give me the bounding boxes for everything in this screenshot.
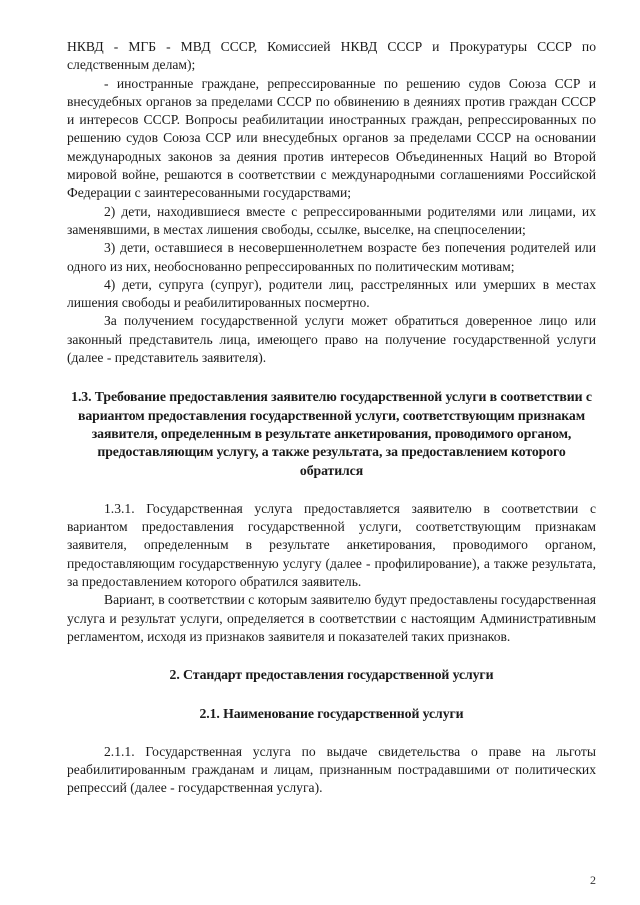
page-number: 2	[590, 873, 596, 887]
paragraph-variant: Вариант, в соответствии с которым заявителю будут предоставлены государственная услуга и результат услуги, определяется в соответствии с настоящим Административным регламентом, исходя из признаков заявителя и показателей таких признаков.	[67, 592, 596, 644]
paragraph-representative: За получением государственной услуги может обратиться доверенное лицо или законный представитель лица, имеющего право на получение государственной услуги (далее - представитель заявителя).	[67, 313, 596, 366]
paragraph-item-2: 2) дети, находившиеся вместе с репрессированными родителями или лицами, их заменявшими, в местах лишения свободы, ссылке, выселке, на спецпоселении;	[67, 203, 596, 237]
paragraph-continuation: НКВД - МГБ - МВД СССР, Комиссией НКВД СССР и Прокуратуры СССР по следственным делам);	[67, 39, 596, 73]
section-1-3-heading: 1.3. Требование предоставления заявителю государственной услуги в соответствии с вариантом предоставления государственной услуги, соответствующим признакам заявителя, определенным в результате анкетирования, проводимого органом, предоставляющим услугу, а также результата, за предоставлением которого обратился	[71, 389, 592, 478]
section-2-heading: 2. Стандарт предоставления государственной услуги	[169, 667, 494, 683]
paragraph-2-1-1: 2.1.1. Государственная услуга по выдаче свидетельства о праве на льготы реабилитированным гражданам и лицам, признанным пострадавшими от политических репрессий (далее - государственная услуга).	[67, 743, 596, 796]
paragraph-item-4: 4) дети, супруга (супруг), родители лиц, расстрелянных или умерших в местах лишения свободы и реабилитированных посмертно.	[67, 276, 596, 311]
paragraph-1-3-1: 1.3.1. Государственная услуга предоставляется заявителю в соответствии с вариантом предоставления государственной услуги, соответствующим признакам заявителя, определенным в результате анкетирования, проводимого органом, предоставляющим государственную услугу (далее - профилирование), а также результата, за предоставлением которого обратился заявитель.	[67, 500, 596, 590]
paragraph-foreign-citizens: - иностранные граждане, репрессированные по решению судов Союза ССР и внесудебных органов за пределами СССР по обвинению в деяниях против граждан СССР и интересов СССР. Вопросы реабилитации иностранных граждан, репрессированных по решению судов Союза ССР или внесудебных органов за пределами СССР на основании международных законов за деяния против интересов Объединенных Наций во Второй мировой войне, решаются в соответствии с международными соглашениями Российской Федерации с заинтересованными государствами;	[67, 75, 596, 201]
paragraph-item-3: 3) дети, оставшиеся в несовершеннолетнем возрасте без попечения родителей или одного из них, необоснованно репрессированных по политическим мотивам;	[67, 240, 596, 274]
section-2-1-heading: 2.1. Наименование государственной услуги	[199, 705, 464, 721]
